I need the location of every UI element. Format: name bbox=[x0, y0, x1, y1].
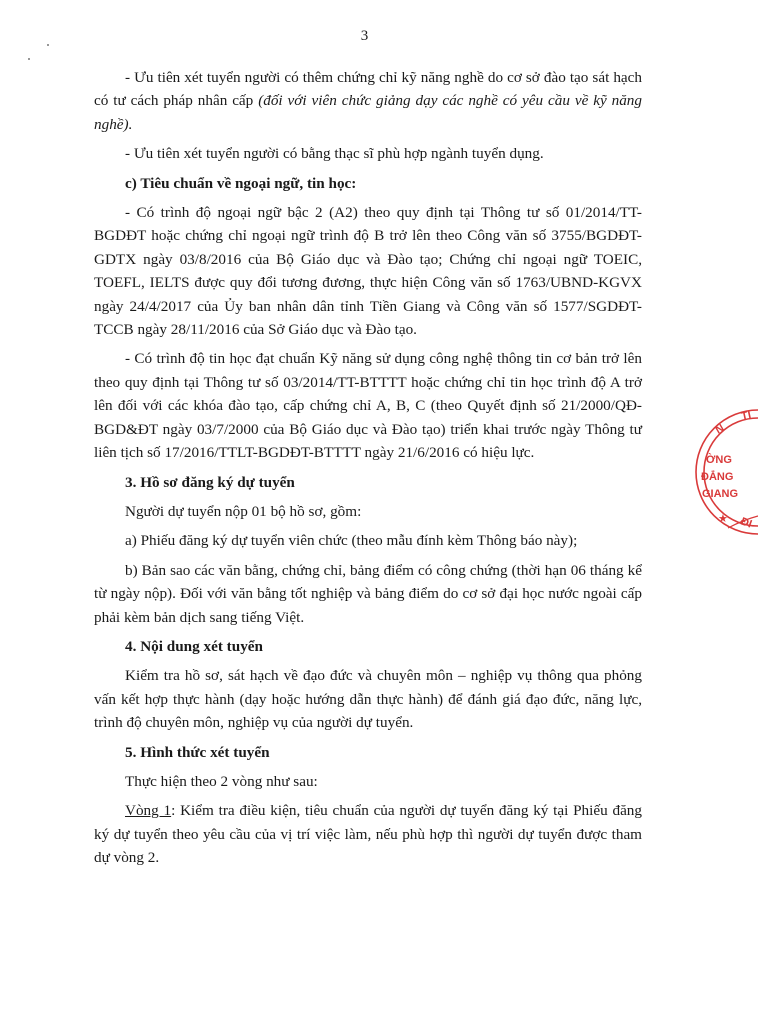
seal-text-giang: GIANG bbox=[702, 488, 739, 500]
paragraph-round-1 bbox=[94, 799, 642, 869]
heading-application-dossier: 3. Hồ sơ đăng ký dự tuyển bbox=[125, 473, 295, 491]
page-number: 3 bbox=[360, 28, 369, 44]
heading-selection-content: 4. Nội dung xét tuyển bbox=[125, 637, 263, 655]
paragraph-selection-rounds: Thực hiện theo 2 vòng như sau: bbox=[125, 772, 318, 790]
round-1-text: : Kiểm tra điều kiện, tiêu chuẩn của người dự tuyển đăng ký tại Phiếu đăng ký dự tuyển theo yêu cầu của vị trí việc làm, nếu phù hợp thì người dự tuyển được tham dự vòng 2. bbox=[94, 802, 642, 867]
paragraph-priority-masters: - Ưu tiên xét tuyển người có bằng thạc sĩ phù hợp ngành tuyển dụng. bbox=[125, 145, 544, 163]
heading-selection-form: 5. Hình thức xét tuyển bbox=[125, 743, 270, 761]
scan-speck bbox=[28, 58, 30, 60]
seal-text-di: ĐI bbox=[738, 515, 754, 531]
official-seal-stamp bbox=[688, 400, 758, 550]
seal-text-ti: TI bbox=[740, 409, 753, 423]
priority-skills-note: (đối với viên chức giảng dạy các nghề có yêu cầu về kỹ năng nghề). bbox=[94, 92, 642, 133]
heading-language-it-standards: c) Tiêu chuẩn về ngoại ngữ, tin học: bbox=[125, 174, 357, 192]
round-1-label: Vòng 1 bbox=[125, 802, 172, 820]
paragraph-dossier-intro: Người dự tuyển nộp 01 bộ hồ sơ, gồm: bbox=[125, 502, 362, 520]
seal-text-truong: ỜNG bbox=[706, 454, 732, 466]
paragraph-selection-content: Kiểm tra hồ sơ, sát hạch về đạo đức và chuyên môn – nghiệp vụ thông qua phỏng vấn kết hợp thực hành (dạy hoặc hướng dẫn thực hành) để đánh giá đạo đức, năng lực, trình độ chuyên môn, nghiệp vụ của người dự tuyển. bbox=[94, 667, 642, 732]
paragraph-language-requirement: - Có trình độ ngoại ngữ bậc 2 (A2) theo quy định tại Thông tư số 01/2014/TT-BGDĐT hoặc chứng chỉ ngoại ngữ trình độ B trở lên theo Công văn số 3755/BGDĐT-GDTX ngày 03/8/2016 của Bộ Giáo dục và Đào tạo; Chứng chỉ ngoại ngữ TOEIC, TOEFL, IELTS được quy đổi tương đương, thực hiện Công văn số 1763/UBND-KGVX ngày 24/4/2017 của Ủy ban nhân dân tỉnh Tiền Giang và Công văn số 1577/SGDĐT-TCCB ngày 28/11/2016 của Sở Giáo dục và Đào tạo. bbox=[94, 204, 642, 339]
paragraph-dossier-item-a: a) Phiếu đăng ký dự tuyển viên chức (theo mẫu đính kèm Thông báo này); bbox=[125, 532, 578, 550]
seal-star: ★ bbox=[718, 513, 728, 525]
paragraph-dossier-item-b: b) Bản sao các văn bằng, chứng chỉ, bảng điểm có công chứng (thời hạn 06 tháng kể từ ngày nộp). Đối với văn bằng tốt nghiệp và bảng điểm do cơ sở đại học nước ngoài cấp phải kèm bản dịch sang tiếng Việt. bbox=[94, 561, 642, 626]
document-body bbox=[94, 66, 642, 876]
seal-text-dang: ĐẲNG bbox=[701, 471, 734, 483]
priority-skills-text: - Ưu tiên xét tuyển người có thêm chứng chỉ kỹ năng nghề do cơ sở đào tạo sát hạch có tư cách pháp nhân cấp bbox=[94, 69, 642, 110]
paragraph-it-requirement: - Có trình độ tin học đạt chuẩn Kỹ năng sử dụng công nghệ thông tin cơ bản trở lên theo quy định tại Thông tư số 03/2014/TT-BTTTT hoặc chứng chỉ tin học trình độ A trở lên đối với các khóa đào tạo, cấp chứng chỉ A, B, C (theo Quyết định số 21/2000/QĐ-BGD&ĐT ngày 03/7/2000 của Bộ Giáo dục và Đào tạo) triển khai trước ngày Thông tư liên tịch số 17/2016/TTLT-BGDĐT-BTTTT ngày 21/6/2016 có hiệu lực. bbox=[94, 350, 642, 462]
seal-text-n: N bbox=[713, 422, 727, 437]
paragraph-priority-skills bbox=[94, 66, 642, 136]
